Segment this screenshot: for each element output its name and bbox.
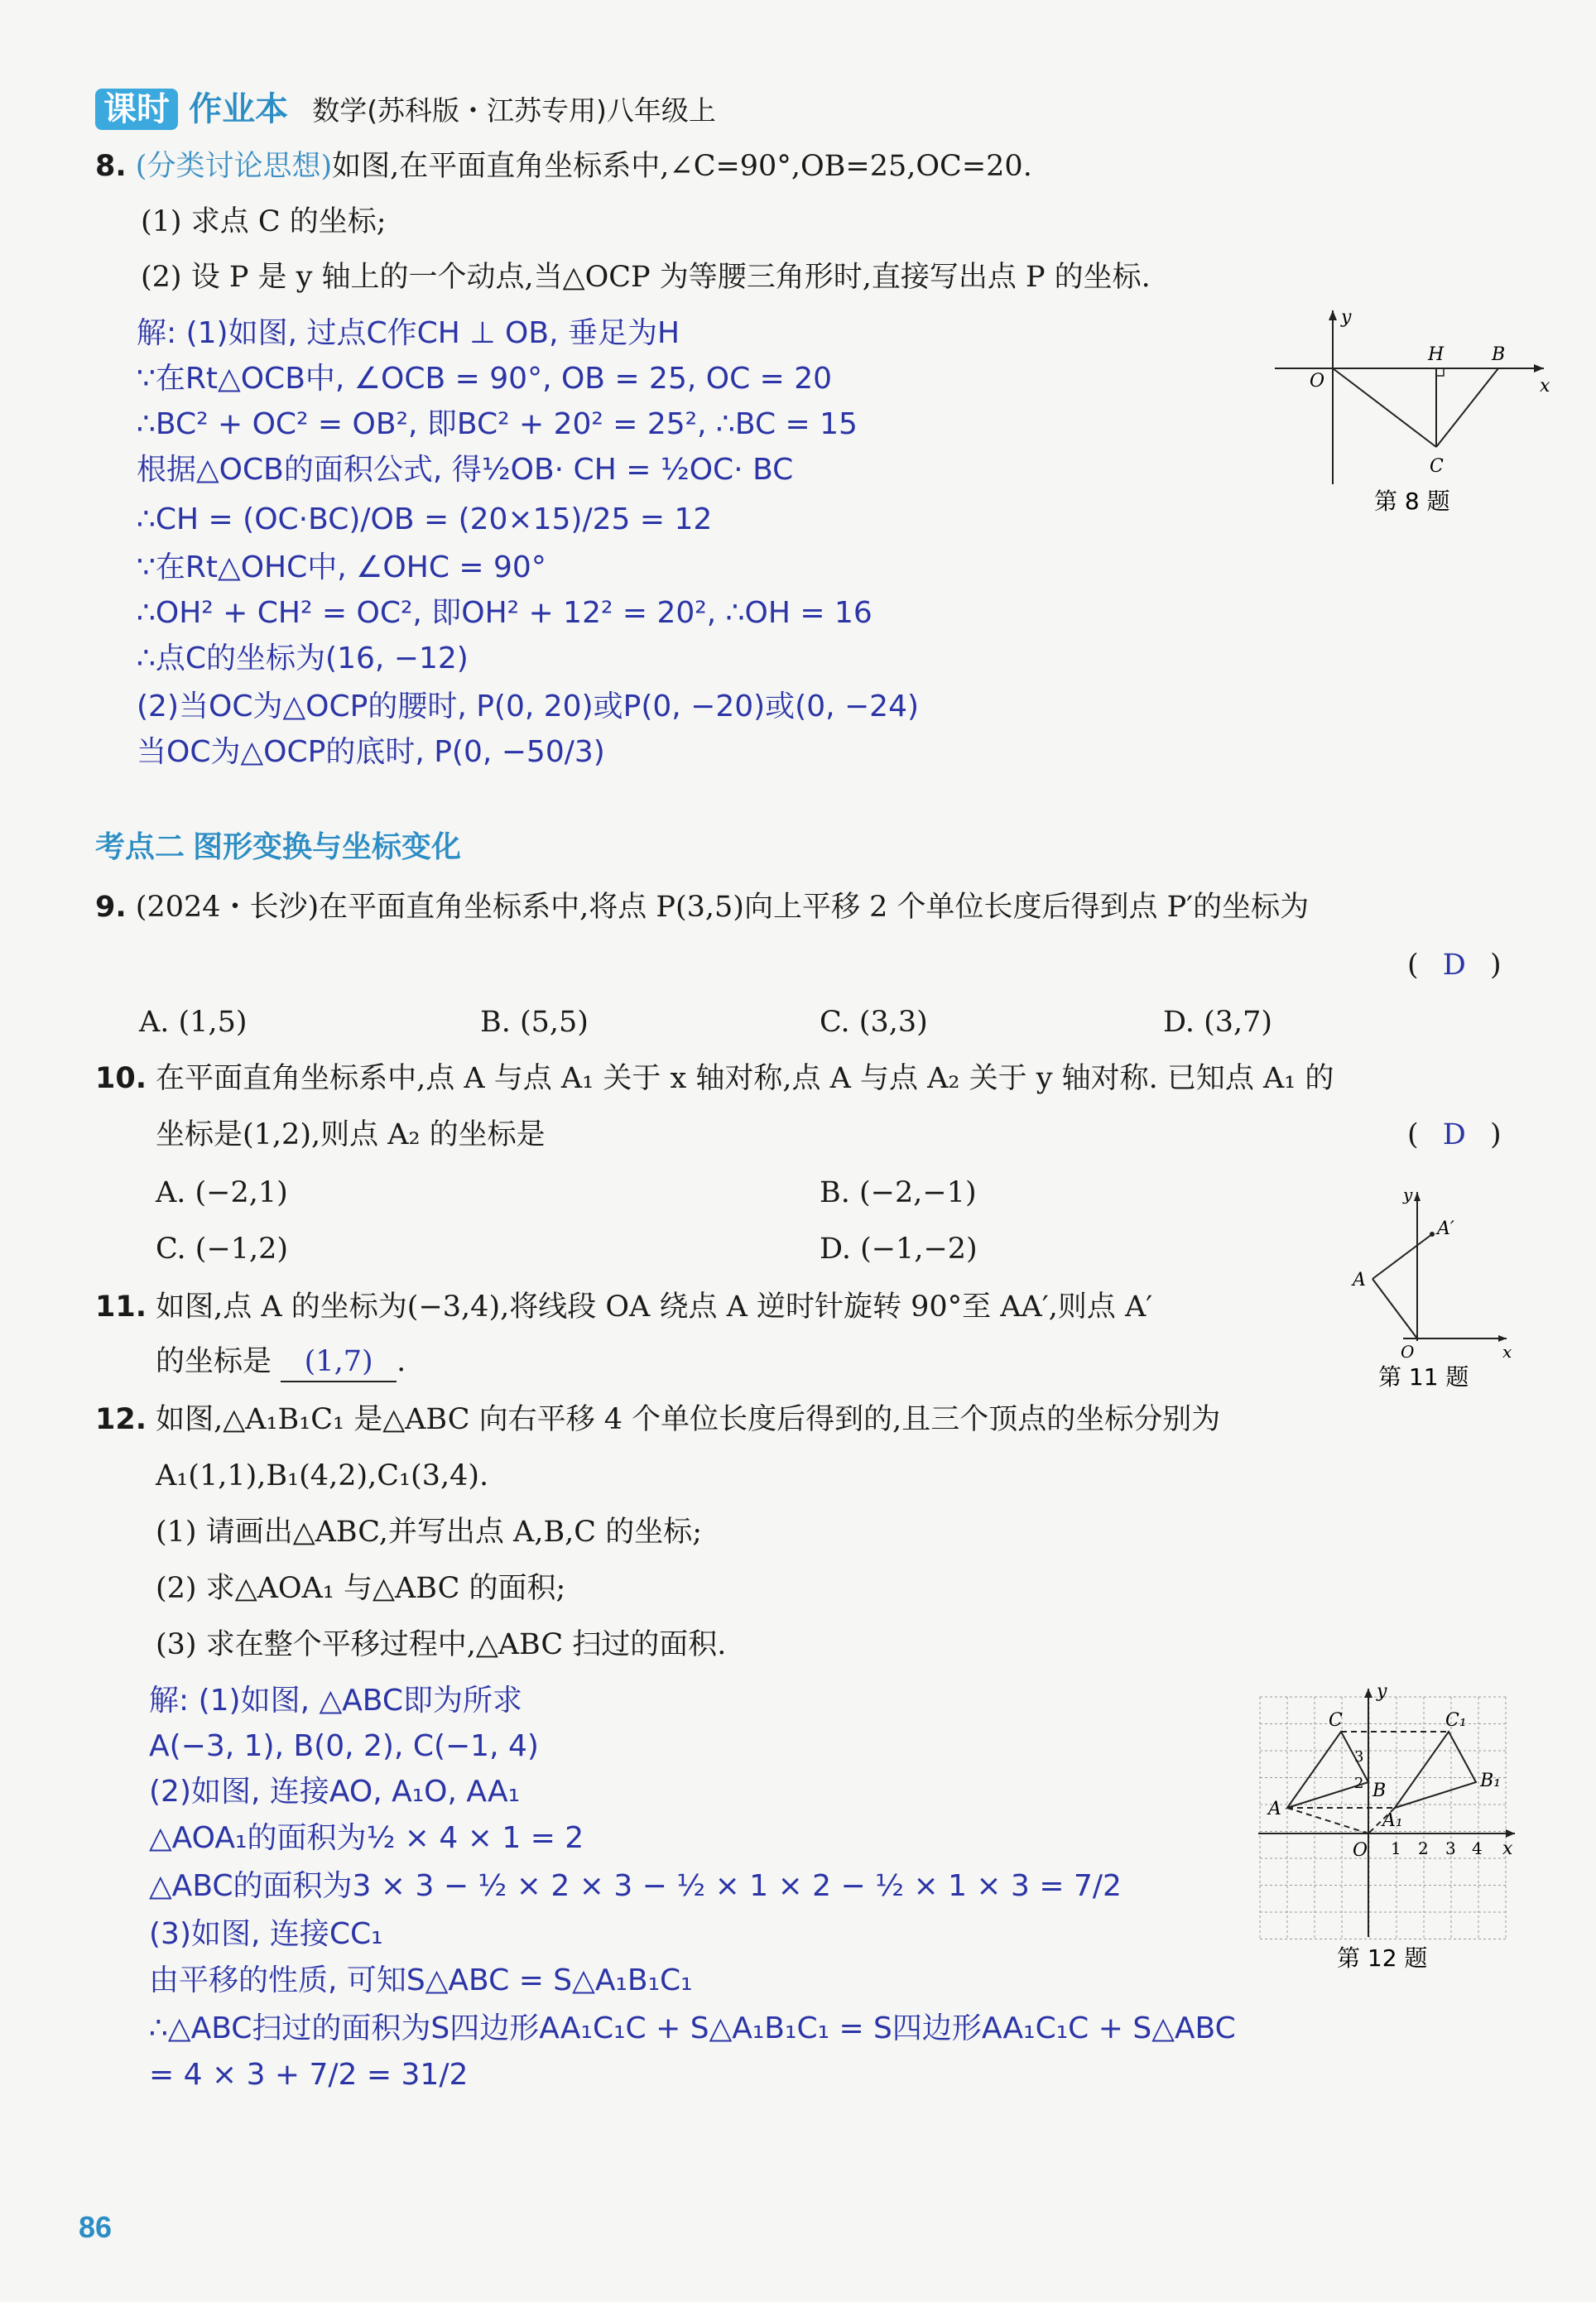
label-a1: A₁ (1382, 1810, 1403, 1831)
logo: 课时 (95, 89, 178, 130)
q8-sol-line: ∴点C的坐标为(16, −12) (137, 642, 469, 675)
q10-option-d: D. (−1,−2) (820, 1233, 978, 1266)
label-a: A (1268, 1799, 1281, 1819)
q11-stem-line2 (156, 1343, 406, 1382)
header (95, 83, 716, 130)
q8-text: 如图,在平面直角坐标系中,∠C=90°,OB=25,OC=20. (332, 150, 1032, 183)
q11-stem-pre: 的坐标是 (156, 1345, 272, 1378)
q10-text: 在平面直角坐标系中,点 A 与点 A₁ 关于 x 轴对称,点 A 与点 A₂ 关于 y 轴对称. 已知点 A₁ 的 (156, 1062, 1334, 1095)
q9-option-c: C. (3,3) (820, 1006, 928, 1039)
triangle-abc (1287, 1732, 1368, 1808)
q8-sol-line: 解: (1)如图, 过点C作CH ⊥ OB, 垂足为H (137, 316, 680, 350)
q8-sol-line: 根据△OCB的面积公式, 得½OB· CH = ½OC· BC (137, 453, 794, 487)
q8-part2: (2) 设 P 是 y 轴上的一个动点,当△OCP 为等腰三角形时,直接写出点 P 的坐标. (141, 261, 1151, 294)
q8-solution (137, 315, 919, 779)
label-o: O (1310, 371, 1325, 392)
segment-cb (1436, 368, 1498, 447)
label-b: B (1492, 344, 1506, 365)
label-o: O (1401, 1342, 1415, 1362)
q8-stem (95, 147, 1032, 185)
label-a-prime: A′ (1437, 1218, 1454, 1239)
label-c: C (1329, 1710, 1343, 1731)
y-axis-arrow (1364, 1689, 1372, 1698)
tick-3: 3 (1445, 1838, 1456, 1858)
label-h: H (1428, 344, 1445, 365)
x-axis-arrow (1534, 364, 1544, 372)
tick-4: 4 (1472, 1838, 1483, 1858)
q12-part1: (1) 请画出△ABC,并写出点 A,B,C 的坐标; (156, 1516, 702, 1549)
page-number: 86 (79, 2210, 113, 2244)
q8-figure (1258, 302, 1556, 534)
q9-number: 9. (95, 891, 127, 924)
q12-number: 12. (95, 1403, 147, 1436)
tick-1: 1 (1391, 1838, 1401, 1858)
q12-sol-line: (3)如图, 连接CC₁ (149, 1917, 383, 1951)
x-axis-arrow (1506, 1829, 1515, 1838)
label-y: y (1377, 1681, 1387, 1702)
q11-text: 如图,点 A 的坐标为(−3,4),将线段 OA 绕点 A 逆时针旋转 90°至 AA′,则点 A′ (156, 1290, 1153, 1324)
q9-answer-bracket: ( D ) (1407, 949, 1502, 982)
right-angle-mark (1436, 368, 1444, 376)
label-o: O (1353, 1840, 1368, 1861)
q8-number: 8. (95, 150, 127, 183)
q10-option-a: A. (−2,1) (156, 1176, 288, 1209)
label-x: x (1502, 1838, 1513, 1859)
q8-sol-line: (2)当OC为△OCP的腰时, P(0, 20)或P(0, −20)或(0, −24) (137, 690, 920, 723)
q11-figure-caption: 第 11 题 (1378, 1363, 1469, 1391)
label-c: C (1430, 456, 1444, 477)
label-b: B (1372, 1781, 1387, 1801)
q12-text: 如图,△A₁B₁C₁ 是△ABC 向右平移 4 个单位长度后得到的,且三个顶点的坐标分别为 (156, 1403, 1221, 1436)
x-axis-arrow (1498, 1335, 1507, 1342)
q9-option-d: D. (3,7) (1163, 1006, 1273, 1039)
segment-oa (1372, 1279, 1417, 1338)
tick-y2: 2 (1354, 1775, 1364, 1792)
tick-y3: 3 (1354, 1748, 1364, 1766)
q12-sol-line: (2)如图, 连接AO, A₁O, AA₁ (149, 1775, 521, 1809)
q8-figure-caption: 第 8 题 (1374, 488, 1450, 515)
book-subtitle: 数学(苏科版・江苏专用)八年级上 (312, 94, 716, 127)
section-title: 考点二 图形变换与坐标变化 (95, 829, 462, 863)
q10-stem (95, 1060, 1334, 1098)
label-y: y (1341, 307, 1352, 328)
q9-answer: D (1442, 949, 1466, 982)
segment-ao (1287, 1808, 1368, 1833)
q12-sol-line: ∴△ABC扫过的面积为S四边形AA₁C₁C + S△A₁B₁C₁ = S四边形AA₁C₁C + S△ABC (149, 2011, 1236, 2045)
q12-sol-line: 解: (1)如图, △ABC即为所求 (149, 1684, 522, 1718)
q12-sol-line: △ABC的面积为3 × 3 − ½ × 2 × 3 − ½ × 1 × 2 − ½ × 1 × 3 = 7/2 (149, 1869, 1122, 1903)
q9-option-b: B. (5,5) (480, 1006, 589, 1039)
q8-sol-line: 当OC为△OCP的底时, P(0, −50/3) (137, 735, 605, 769)
q11-figure (1341, 1180, 1523, 1391)
q12-sol-line: △AOA₁的面积为½ × 4 × 1 = 2 (149, 1821, 584, 1855)
tick-2: 2 (1418, 1838, 1429, 1858)
q12-figure (1250, 1680, 1548, 1978)
triangle-a1b1c1 (1395, 1732, 1476, 1808)
q8-sol-line: ∴OH² + CH² = OC², 即OH² + 12² = 20², ∴OH = 16 (137, 596, 873, 630)
q8-sol-line: ∵在Rt△OCB中, ∠OCB = 90°, OB = 25, OC = 20 (137, 362, 833, 396)
point-ap (1430, 1232, 1435, 1237)
q9-text: (2024・长沙)在平面直角坐标系中,将点 P(3,5)向上平移 2 个单位长度后得到点 P′的坐标为 (135, 891, 1310, 924)
q10-answer: D (1442, 1118, 1466, 1151)
q12-sol-line: = 4 × 3 + 7/2 = 31/2 (149, 2058, 469, 2092)
q10-number: 10. (95, 1062, 147, 1095)
segment-aap (1372, 1234, 1432, 1279)
q8-sol-line: ∴BC² + OC² = OB², 即BC² + 20² = 25², ∴BC = 15 (137, 407, 858, 441)
q12-stem-line2: A₁(1,1),B₁(4,2),C₁(3,4). (156, 1459, 489, 1492)
y-axis-arrow (1414, 1192, 1421, 1201)
q12-part3: (3) 求在整个平移过程中,△ABC 扫过的面积. (156, 1628, 727, 1661)
label-b1: B₁ (1480, 1771, 1501, 1791)
q9-stem (95, 888, 1309, 926)
label-a: A (1353, 1270, 1366, 1290)
q11-stem-post: . (397, 1345, 406, 1378)
q12-part2: (2) 求△AOA₁ 与△ABC 的面积; (156, 1572, 566, 1605)
q10-option-c: C. (−1,2) (156, 1233, 289, 1266)
q12-stem (95, 1401, 1220, 1439)
q11-stem (95, 1288, 1152, 1326)
q12-sol-line: 由平移的性质, 可知S△ABC = S△A₁B₁C₁ (149, 1963, 693, 1997)
q12-figure-caption: 第 12 题 (1337, 1944, 1428, 1972)
q12-sol-line: A(−3, 1), B(0, 2), C(−1, 4) (149, 1729, 539, 1763)
q11-answer: (1,7) (304, 1345, 373, 1378)
y-axis-arrow (1329, 310, 1337, 320)
label-c1: C₁ (1445, 1710, 1467, 1731)
q11-number: 11. (95, 1290, 147, 1324)
q8-part1: (1) 求点 C 的坐标; (141, 205, 387, 238)
q10-answer-bracket: ( D ) (1407, 1118, 1502, 1151)
q8-tag: (分类讨论思想) (135, 150, 333, 183)
q12-solution (149, 1682, 1236, 2102)
q8-sol-line: ∴CH = (OC·BC)/OB = (20×15)/25 = 12 (137, 502, 713, 536)
q10-stem-line2: 坐标是(1,2),则点 A₂ 的坐标是 (156, 1118, 546, 1151)
q10-option-b: B. (−2,−1) (820, 1176, 977, 1209)
segment-oc (1333, 368, 1436, 447)
label-x: x (1540, 376, 1550, 396)
label-y: y (1403, 1185, 1413, 1204)
q8-sol-line: ∵在Rt△OHC中, ∠OHC = 90° (137, 550, 546, 584)
brand-title: 作业本 (189, 90, 289, 128)
label-x: x (1502, 1342, 1512, 1362)
q9-option-a: A. (1,5) (139, 1006, 248, 1039)
